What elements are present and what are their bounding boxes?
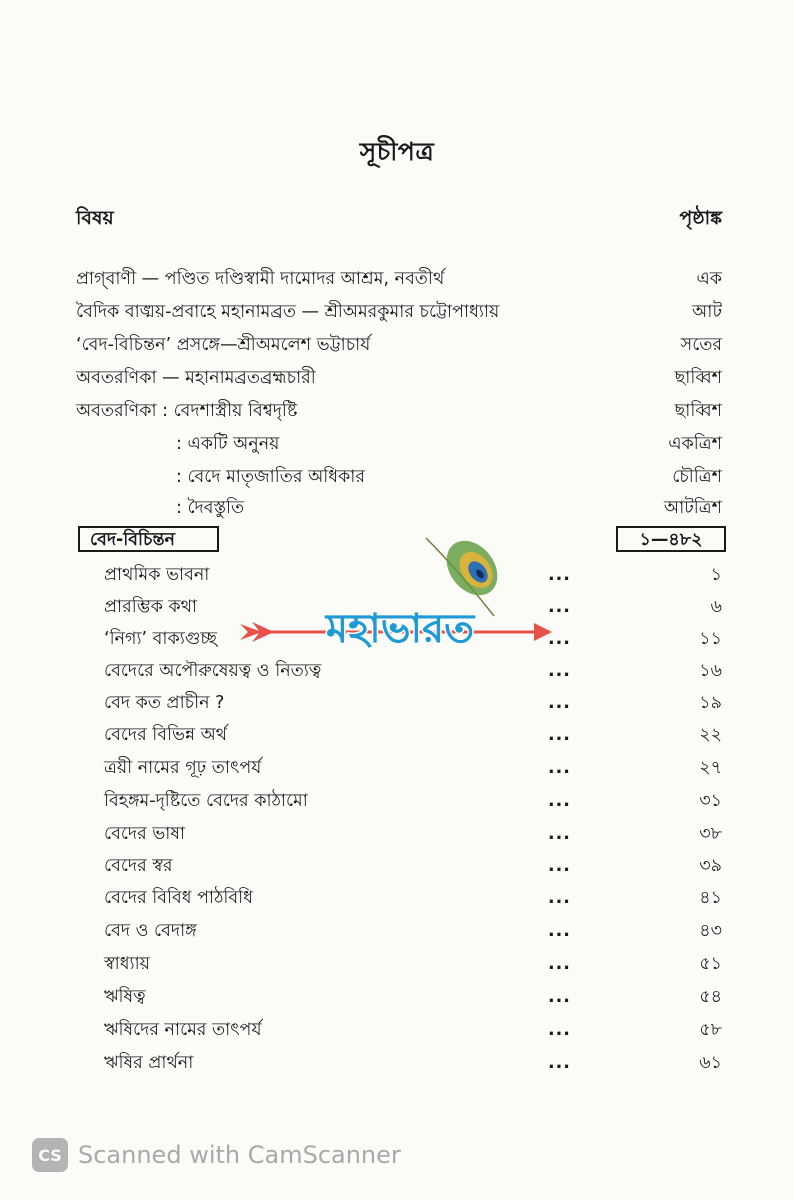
- toc-leader-dots: ...: [548, 856, 571, 876]
- toc-leader-dots: ...: [548, 987, 571, 1007]
- toc-row: [0, 1015, 794, 1045]
- toc-entry-page: ৬: [710, 597, 722, 617]
- toc-row: [0, 851, 794, 881]
- section-title-box: বেদ-বিচিন্তন: [78, 526, 219, 552]
- column-header-subject: বিষয়: [76, 207, 114, 229]
- toc-entry-text: ঋষিত্ব: [104, 987, 146, 1007]
- toc-row: [0, 264, 794, 294]
- toc-entry-text: প্রারম্ভিক কথা: [104, 597, 198, 617]
- toc-entry-page: ৫১: [699, 954, 722, 974]
- toc-entry-text: ত্রয়ী নামের গূঢ় তাৎপর্য: [104, 758, 262, 778]
- toc-leader-dots: ...: [548, 1053, 571, 1073]
- toc-entry-text: ঋষিদের নামের তাৎপর্য: [104, 1020, 262, 1040]
- toc-row: [0, 363, 794, 393]
- column-header-page: পৃষ্ঠাঙ্ক: [679, 207, 722, 229]
- camscanner-text: Scanned with CamScanner: [78, 1141, 401, 1169]
- toc-leader-dots: ...: [548, 693, 571, 713]
- toc-row: [0, 982, 794, 1012]
- toc-entry-page: ১: [710, 565, 722, 585]
- toc-entry-page: সতের: [680, 335, 722, 355]
- toc-entry-text: বেদ ও বেদাঙ্গ: [104, 921, 197, 941]
- toc-entry-text: বিহঙ্গম-দৃষ্টিতে বেদের কাঠামো: [104, 791, 308, 811]
- toc-entry-page: চৌত্রিশ: [672, 467, 722, 487]
- toc-row: [0, 297, 794, 327]
- watermark-logo: [236, 528, 556, 668]
- toc-entry-text: : দৈবস্তুতি: [176, 498, 245, 518]
- toc-entry-text: বেদের স্বর: [104, 856, 173, 876]
- toc-entry-page: ৫৪: [699, 987, 722, 1007]
- toc-entry-text: : বেদে মাতৃজাতির অধিকার: [176, 467, 365, 487]
- toc-entry-page: ৩১: [699, 791, 722, 811]
- toc-leader-dots: ...: [548, 597, 571, 617]
- toc-leader-dots: ...: [548, 1020, 571, 1040]
- toc-row: [0, 753, 794, 783]
- watermark-text: মহাভারত: [325, 606, 475, 652]
- toc-entry-page: ৫৮: [699, 1020, 722, 1040]
- toc-entry-text: প্রাগ্‌বাণী — পণ্ডিত দণ্ডিস্বামী দামোদর আশ্রম, নবতীর্থ: [76, 269, 445, 289]
- toc-entry-page: ছাব্বিশ: [674, 401, 722, 421]
- toc-entry-text: বৈদিক বাঙ্ময়-প্রবাহে মহানামব্রত — শ্রীঅমরকুমার চট্টোপাধ্যায়: [76, 302, 500, 322]
- toc-entry-text: অবতরণিকা : বেদশাস্ত্রীয় বিশ্বদৃষ্টি: [76, 401, 298, 421]
- toc-row: [0, 916, 794, 946]
- toc-leader-dots: ...: [548, 791, 571, 811]
- toc-entry-page: আটত্রিশ: [663, 498, 722, 518]
- toc-entry-page: ৪১: [699, 888, 722, 908]
- toc-row: [0, 720, 794, 750]
- toc-entry-text: ‘নিগ্য’ বাক্যগুচ্ছ: [104, 629, 217, 649]
- toc-leader-dots: ...: [548, 629, 571, 649]
- camscanner-footer: [32, 1138, 401, 1172]
- toc-leader-dots: ...: [548, 565, 571, 585]
- toc-entry-page: ৪৩: [699, 921, 722, 941]
- toc-entry-page: ২৭: [699, 758, 722, 778]
- toc-entry-page: ৬১: [699, 1053, 722, 1073]
- toc-entry-text: ঋষির প্রার্থনা: [104, 1053, 194, 1073]
- toc-entry-text: বেদেরে অপৌরুষেয়ত্ব ও নিত্যত্ব: [104, 661, 322, 681]
- toc-leader-dots: ...: [548, 888, 571, 908]
- camscanner-logo-icon: CS: [32, 1138, 68, 1172]
- toc-entry-text: প্রাথমিক ভাবনা: [104, 565, 210, 585]
- section-range-box: ১—৪৮২: [616, 526, 726, 552]
- toc-entry-text: বেদ কত প্রাচীন ?: [104, 693, 225, 713]
- toc-leader-dots: ...: [548, 824, 571, 844]
- toc-entry-text: বেদের বিভিন্ন অর্থ: [104, 725, 228, 745]
- toc-entry-page: ৩৮: [699, 824, 722, 844]
- toc-entry-page: ৩৯: [699, 856, 722, 876]
- toc-entry-page: ১৯: [699, 693, 722, 713]
- toc-row: [0, 819, 794, 849]
- toc-row: [0, 883, 794, 913]
- toc-row: [0, 493, 794, 523]
- toc-entry-text: বেদের বিবিধ পাঠবিধি: [104, 888, 253, 908]
- toc-entry-page: ছাব্বিশ: [674, 368, 722, 388]
- toc-row: [0, 429, 794, 459]
- toc-entry-page: ২২: [699, 725, 722, 745]
- peacock-feather-icon: [426, 531, 508, 616]
- toc-entry-page: ১৬: [699, 661, 722, 681]
- toc-entry-text: ‘বেদ-বিচিন্তন’ প্রসঙ্গে—শ্রীঅমলেশ ভট্টাচার্য: [76, 335, 371, 355]
- toc-leader-dots: ...: [548, 954, 571, 974]
- page-title: সূচীপত্র: [359, 137, 435, 166]
- toc-leader-dots: ...: [548, 758, 571, 778]
- toc-entry-page: ১১: [699, 629, 722, 649]
- toc-row: [0, 786, 794, 816]
- toc-row: [0, 1048, 794, 1078]
- toc-row: [0, 688, 794, 718]
- toc-row: [0, 330, 794, 360]
- toc-leader-dots: ...: [548, 921, 571, 941]
- toc-entry-text: বেদের ভাষা: [104, 824, 186, 844]
- toc-entry-text: স্বাধ্যায়: [104, 954, 150, 974]
- toc-row: [0, 462, 794, 492]
- toc-row: [0, 396, 794, 426]
- toc-entry-text: অবতরণিকা — মহানামব্রতব্রহ্মচারী: [76, 368, 316, 388]
- toc-entry-page: এক: [696, 269, 722, 289]
- toc-entry-text: : একটি অনুনয়: [176, 434, 280, 454]
- toc-leader-dots: ...: [548, 661, 571, 681]
- toc-row: [0, 949, 794, 979]
- toc-entry-page: আট: [692, 302, 722, 322]
- toc-entry-page: একত্রিশ: [668, 434, 722, 454]
- toc-leader-dots: ...: [548, 725, 571, 745]
